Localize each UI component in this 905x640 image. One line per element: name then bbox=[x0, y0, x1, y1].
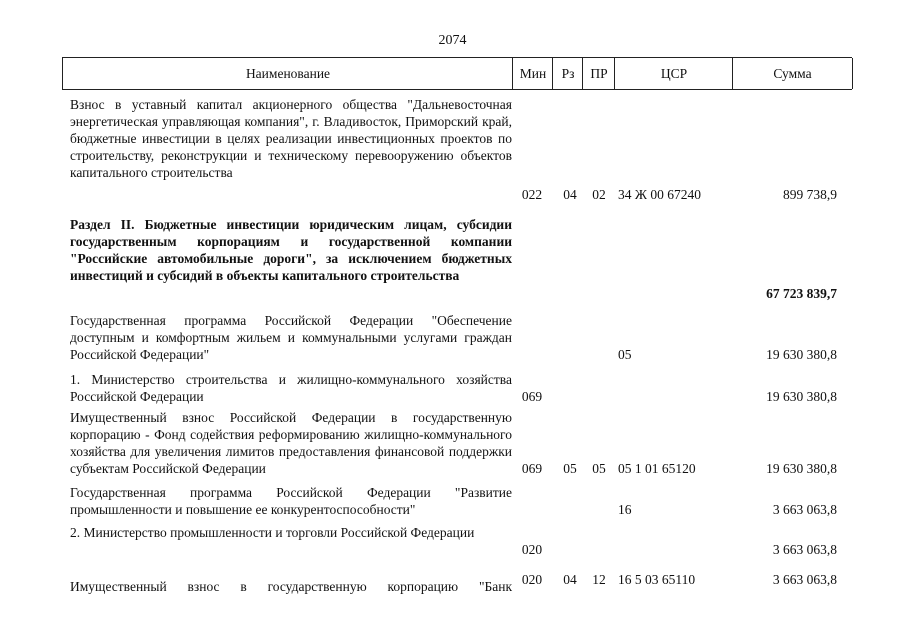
row-sum: 3 663 063,8 bbox=[772, 542, 837, 557]
row-name: Имущественный взнос Российской Федерации в государственную корпорацию - Фонд содействия реформированию жилищно-коммунального хозяйства для увеличения лимитов предоставления финансовой поддержки субъектам Российской Федерации bbox=[70, 410, 512, 476]
row-name: Государственная программа Российской Федерации "Развитие промышленности и повышение ее конкурентоспособности" bbox=[70, 485, 512, 517]
column-header-name: Наименование bbox=[62, 58, 513, 89]
row-rz: 05 bbox=[563, 461, 577, 476]
row-rz: 04 bbox=[563, 187, 577, 202]
page-number: 2074 bbox=[438, 33, 467, 48]
row-name: Государственная программа Российской Федерации "Обеспечение доступным и комфортным жильем и коммунальными услугами граждан Российской Федерации" bbox=[70, 313, 512, 362]
row-csr: 34 Ж 00 67240 bbox=[618, 187, 701, 202]
row-sum: 19 630 380,8 bbox=[766, 347, 837, 362]
row-sum: 67 723 839,7 bbox=[766, 286, 837, 301]
column-header-sum: Сумма bbox=[732, 58, 853, 89]
row-sum: 19 630 380,8 bbox=[766, 461, 837, 476]
row-csr: 16 bbox=[618, 502, 632, 517]
row-name: 1. Министерство строительства и жилищно-коммунального хозяйства Российской Федерации bbox=[70, 372, 512, 404]
row-sum: 3 663 063,8 bbox=[772, 502, 837, 517]
row-sum: 19 630 380,8 bbox=[766, 389, 837, 404]
row-csr: 05 1 01 65120 bbox=[618, 461, 696, 476]
row-rz: 04 bbox=[563, 572, 577, 587]
row-min: 020 bbox=[521, 572, 543, 587]
row-pr: 12 bbox=[592, 572, 606, 587]
row-name: Взнос в уставный капитал акционерного общества "Дальневосточная энергетическая управляющая компания", г. Владивосток, Приморский край, бюджетные инвестиции в целях реализации инвестиционных проектов по строительству, реконструкции и техническому перевооружению объектов капитального строительства bbox=[70, 97, 512, 180]
row-name: 2. Министерство промышленности и торговли Российской Федерации bbox=[70, 525, 475, 540]
row-csr: 16 5 03 65110 bbox=[618, 572, 696, 587]
row-name: Имущественный взнос в государственную корпорацию "Банк bbox=[70, 579, 512, 594]
row-pr: 05 bbox=[592, 461, 606, 476]
table-header bbox=[62, 57, 852, 90]
section-title: Раздел II. Бюджетные инвестиции юридическим лицам, субсидии государственным корпорациям и государственной компании "Российские автомобильные дороги", за исключением бюджетных инвестиций и субсидий в объекты капитального строительства bbox=[70, 217, 512, 283]
row-min: 069 bbox=[521, 461, 543, 476]
row-min: 069 bbox=[521, 389, 543, 404]
column-header-min: Мин bbox=[512, 58, 553, 89]
column-header-csr: ЦСР bbox=[614, 58, 733, 89]
row-min: 022 bbox=[521, 187, 543, 202]
row-csr: 05 bbox=[618, 347, 632, 362]
row-sum: 3 663 063,8 bbox=[772, 572, 837, 587]
column-header-pr: ПР bbox=[582, 58, 615, 89]
row-sum: 899 738,9 bbox=[783, 187, 837, 202]
row-min: 020 bbox=[521, 542, 543, 557]
column-header-rz: Рз bbox=[552, 58, 583, 89]
row-pr: 02 bbox=[592, 187, 606, 202]
